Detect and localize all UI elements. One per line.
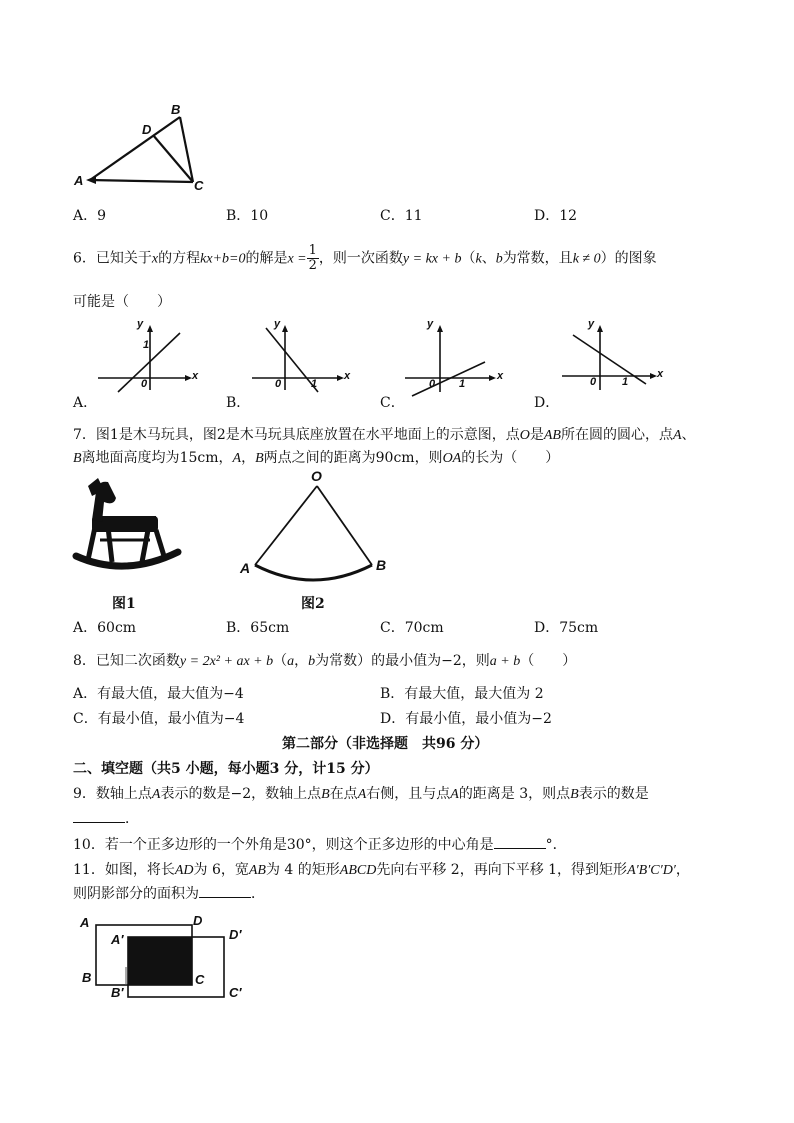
fig2-label-b: B <box>376 557 387 573</box>
text: ， <box>241 450 256 466</box>
q6-option-d[interactable]: D． <box>534 395 560 411</box>
math: ABCD <box>339 863 377 878</box>
graph-d-origin: 0 <box>590 376 597 388</box>
q11-number: 11． <box>73 862 105 878</box>
fig2-label-o: O <box>311 468 322 484</box>
text: ． <box>251 886 265 902</box>
text: 是 <box>529 427 544 443</box>
option-letter: D． <box>534 208 560 224</box>
math: OA <box>442 451 462 466</box>
option-text: 70cm <box>404 620 444 636</box>
text: 离地面高度均为 <box>81 450 180 466</box>
q6-number: 6． <box>73 250 96 267</box>
q11-label-bprime: B′ <box>111 985 124 1000</box>
option-letter: B． <box>380 686 405 702</box>
option-text: 11 <box>404 208 423 224</box>
graph-b-origin: 0 <box>275 378 282 390</box>
math: A <box>450 787 459 802</box>
math: B <box>321 787 330 802</box>
text: ）的图象 <box>600 250 657 267</box>
graph-d-x-label: x <box>657 368 664 380</box>
math: x <box>151 251 159 267</box>
math: B <box>255 451 264 466</box>
text: 图1是木马玩具，图2是木马玩具底座放置在水平地面上的示意图，点 <box>95 427 520 443</box>
math: k <box>475 251 482 267</box>
text: 表示的数是−2，数轴上点 <box>160 786 322 802</box>
text: 先向右平移 2，再向下平移 1，得到矩形 <box>376 862 628 878</box>
q6-option-a[interactable]: A． <box>73 395 98 411</box>
q11-label-aprime: A′ <box>111 932 124 947</box>
math: AD <box>174 863 194 878</box>
graph-a-origin: 0 <box>141 378 148 390</box>
graph-a-y-label: y <box>137 318 144 330</box>
value: 90cm <box>375 450 415 466</box>
text: 为常数，且 <box>502 250 573 267</box>
option-text: 9 <box>97 208 107 224</box>
q11-label-d: D <box>193 913 203 928</box>
text: 表示的数是 <box>578 786 649 802</box>
math: B <box>73 451 82 466</box>
option-letter: B． <box>226 620 251 636</box>
math: y = 2x² + ax + b <box>179 654 274 669</box>
text: ， <box>675 862 690 878</box>
math: B <box>570 787 579 802</box>
math: O <box>519 428 530 443</box>
math: a + b <box>489 654 521 669</box>
math: b <box>495 251 503 267</box>
graph-b-x-label: x <box>344 370 351 382</box>
text: 所在圆的圆心，点 <box>560 427 673 443</box>
math: AB <box>543 428 561 443</box>
math: A <box>151 787 161 802</box>
graph-c-origin: 0 <box>429 378 436 390</box>
text: 数轴上点 <box>95 786 152 802</box>
math: A <box>672 428 682 443</box>
q5-label-d: D <box>142 122 152 137</box>
q9-number: 9． <box>73 786 96 802</box>
text: 为常数）的最小值为−2，则 <box>315 653 490 669</box>
option-text: 12 <box>559 208 578 224</box>
text: ，则一次函数 <box>318 250 403 267</box>
option-text: 65cm <box>250 620 290 636</box>
option-text: 有最大值，最大值为 2 <box>404 686 544 702</box>
text: °． <box>545 837 567 853</box>
graph-c-x-label: x <box>497 370 504 382</box>
option-letter: D． <box>534 620 560 636</box>
q11-label-b: B <box>82 970 92 985</box>
text: 若一个正多边形的一个外角是30°，则这个正多边形的中心角是 <box>104 837 494 853</box>
q5-label-c: C <box>194 178 204 193</box>
q6-option-c[interactable]: C． <box>380 395 405 411</box>
text: 已知关于 <box>95 250 152 267</box>
text: 的方程 <box>158 250 201 267</box>
math: x = <box>287 251 307 267</box>
option-letter: C． <box>380 620 405 636</box>
option-text: 有最小值，最小值为−4 <box>97 711 245 727</box>
text: （ <box>273 653 288 669</box>
option-letter: A． <box>73 620 98 636</box>
math: b <box>308 654 316 669</box>
graph-c-one: 1 <box>459 378 466 390</box>
option-text: 60cm <box>97 620 137 636</box>
q11-label-a: A <box>80 915 90 930</box>
text: 右侧，且与点 <box>366 786 451 802</box>
option-text: 75cm <box>559 620 599 636</box>
text: 如图，将长 <box>104 862 175 878</box>
math: k ≠ 0 <box>572 251 601 267</box>
text: （ <box>461 250 476 267</box>
option-letter: B． <box>226 208 251 224</box>
text: 的距离是 3，则点 <box>458 786 571 802</box>
graph-d-y-label: y <box>588 318 595 330</box>
fig2-label-a: A <box>240 560 251 576</box>
graph-d-one: 1 <box>622 376 629 388</box>
q7-number: 7． <box>73 427 96 443</box>
text: 为 6，宽 <box>193 862 249 878</box>
option-letter: C． <box>73 711 98 727</box>
text: 为 4 的矩形 <box>265 862 340 878</box>
math: A <box>357 787 367 802</box>
option-letter: C． <box>380 208 405 224</box>
q6-stem-line2: 可能是（ ） <box>73 294 171 310</box>
text: ，则 <box>414 450 443 466</box>
q11-label-dprime: D′ <box>229 927 242 942</box>
graph-b-one: 1 <box>311 378 318 390</box>
denominator: 2 <box>308 258 317 273</box>
math: a <box>287 654 295 669</box>
text: 、 <box>681 427 696 443</box>
part2-title: 第二部分（非选择题 共96 分） <box>282 736 489 752</box>
text: 两点之间的距离为 <box>263 450 376 466</box>
q8-number: 8． <box>73 653 96 669</box>
text: （ ） <box>520 653 577 669</box>
graph-a-x-label: x <box>192 370 199 382</box>
graph-b-y-label: y <box>274 318 281 330</box>
fig2-caption: 图2 <box>301 596 325 612</box>
option-letter: D． <box>380 711 406 727</box>
q5-label-b: B <box>171 102 181 117</box>
math: y = kx + b <box>402 251 462 267</box>
text: ． <box>125 811 139 827</box>
text: 、 <box>481 250 496 267</box>
text: 已知二次函数 <box>95 653 180 669</box>
option-text: 有最小值，最小值为−2 <box>405 711 552 727</box>
q6-option-b[interactable]: B． <box>226 395 251 411</box>
q11-label-c: C <box>195 972 205 987</box>
option-letter: A． <box>73 686 98 702</box>
option-letter: A． <box>73 208 98 224</box>
graph-a-one: 1 <box>143 339 150 351</box>
math: A <box>232 451 242 466</box>
math: kx+b=0 <box>200 251 246 267</box>
text: 的解是 <box>245 250 288 267</box>
q5-label-a: A <box>74 173 84 188</box>
text: 则阴影部分的面积为 <box>73 886 199 902</box>
q10-number: 10． <box>73 837 105 853</box>
math: AB <box>248 863 266 878</box>
text: 在点 <box>329 786 358 802</box>
q11-label-cprime: C′ <box>229 985 242 1000</box>
numerator: 1 <box>308 243 317 258</box>
graph-c-y-label: y <box>427 318 434 330</box>
text: 的长为（ ） <box>461 450 560 466</box>
section2-title: 二、填空题（共5 小题，每小题3 分，计15 分） <box>73 761 379 777</box>
fig1-caption: 图1 <box>112 596 136 612</box>
math: A′B′C′D′ <box>627 863 676 878</box>
option-text: 有最大值，最大值为−4 <box>97 686 244 702</box>
value: 15cm <box>179 450 219 466</box>
text: ， <box>294 653 309 669</box>
option-text: 10 <box>250 208 269 224</box>
text: ， <box>218 450 233 466</box>
